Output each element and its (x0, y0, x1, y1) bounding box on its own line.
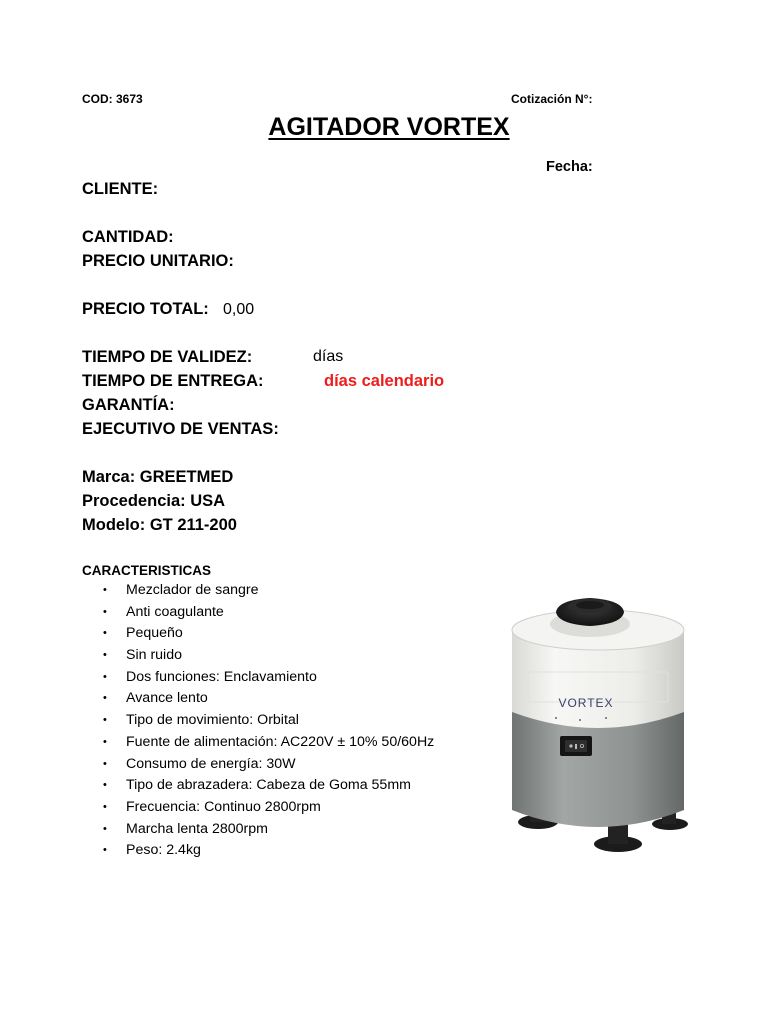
list-item: • Sin ruido (82, 645, 434, 667)
validez-label: TIEMPO DE VALIDEZ: (82, 348, 253, 366)
bullet-icon: • (103, 692, 107, 705)
features-list (82, 580, 434, 862)
fecha-label: Fecha: (546, 159, 593, 175)
power-switch (560, 736, 592, 756)
cliente-label: CLIENTE: (82, 180, 159, 198)
entrega-value: días calendario (324, 372, 445, 390)
bullet-icon: • (103, 714, 107, 727)
entrega-label: TIEMPO DE ENTREGA: (82, 372, 264, 390)
list-item: • Peso: 2.4kg (82, 840, 434, 862)
precio-unitario-label: PRECIO UNITARIO: (82, 252, 234, 270)
bullet-icon: • (103, 779, 107, 792)
list-item: • Anti coagulante (82, 602, 434, 624)
list-item: • Tipo de abrazadera: Cabeza de Goma 55mm (82, 775, 434, 797)
bullet-icon: • (103, 757, 107, 770)
bullet-icon: • (103, 822, 107, 835)
list-item: • Mezclador de sangre (82, 580, 434, 602)
list-item: • Dos funciones: Enclavamiento (82, 667, 434, 689)
features-title: CARACTERISTICAS (82, 563, 212, 578)
modelo-label: Modelo: GT 211-200 (82, 516, 237, 534)
precio-total-label: PRECIO TOTAL: (82, 300, 209, 318)
garantia-label: GARANTÍA: (82, 396, 175, 414)
bullet-icon: • (103, 735, 107, 748)
cod-label: COD: 3673 (82, 92, 143, 106)
bullet-icon: • (103, 605, 107, 618)
list-item: • Tipo de movimiento: Orbital (82, 710, 434, 732)
vortex-mixer-image (498, 572, 698, 866)
marca-label: Marca: GREETMED (82, 468, 234, 486)
bullet-icon: • (103, 627, 107, 640)
bullet-icon: • (103, 844, 107, 857)
bullet-icon: • (103, 670, 107, 683)
device-label: VORTEX (558, 696, 614, 710)
list-item: • Marcha lenta 2800rpm (82, 819, 434, 841)
list-item: • Fuente de alimentación: AC220V ± 10% 50/60Hz (82, 732, 434, 754)
cotizacion-label: Cotización N°: (511, 92, 593, 106)
validez-value: días (313, 348, 344, 365)
ejecutivo-label: EJECUTIVO DE VENTAS: (82, 420, 279, 438)
bullet-icon: • (103, 649, 107, 662)
list-item: • Avance lento (82, 688, 434, 710)
cantidad-label: CANTIDAD: (82, 228, 174, 246)
document-title: AGITADOR VORTEX (268, 113, 510, 141)
bullet-icon: • (103, 800, 107, 813)
procedencia-label: Procedencia: USA (82, 492, 226, 510)
list-item: • Frecuencia: Continuo 2800rpm (82, 797, 434, 819)
list-item: • Pequeño (82, 623, 434, 645)
list-item: • Consumo de energía: 30W (82, 754, 434, 776)
precio-total-value: 0,00 (223, 301, 255, 318)
bullet-icon: • (103, 584, 107, 596)
